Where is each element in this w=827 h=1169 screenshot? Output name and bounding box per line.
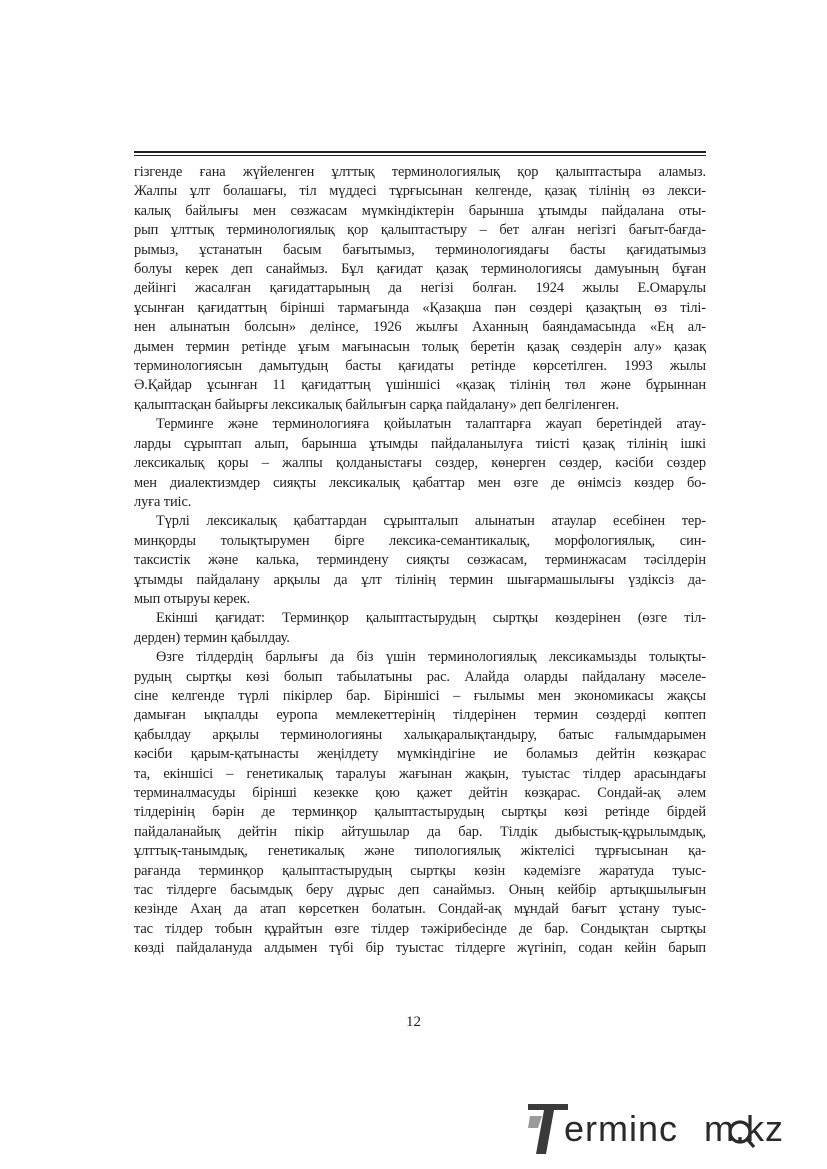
text-line: тілдерінің бәрін де терминқор қалыптастырудың сыртқы көзі ретінде бірдей (134, 804, 706, 821)
text-line: терминологиясын дамытудың басты қағидаты ретінде көрсетілген. 1993 жылы (134, 358, 706, 375)
text-line: көзді пайдалануда алдымен түбі бір туыстас тілдерге жүгініп, содан кейін барып (134, 940, 706, 957)
text-line: тас тілдерге басымдық беру дұрыс деп санаймыз. Оның кейбір артықшылығын (134, 882, 706, 899)
text-line: дамыған ықпалды еуропа мемлекеттерінің тілдерінен термин сөздерді көптеп (134, 707, 706, 724)
text-line: Жалпы ұлт болашағы, тіл мүддесі тұрғысынан келгенде, қазақ тілінің өз лекси- (134, 183, 706, 200)
text-line: Түрлі лексикалық қабаттардан сұрыпталып алынатын атаулар есебінен тер- (156, 513, 706, 530)
text-line: таксистік және калька, терминдену сияқты сөзжасам, терминжасам тәсілдерін (134, 552, 706, 569)
text-line: кезінде Ахаң да атап көрсеткен болатын. Сондай-ақ мұндай бағыт ұстану туыс- (134, 901, 706, 918)
text-line: рымыз, ұстанатын басым бағытымыз, терминологиядағы басты қағидатымыз (134, 241, 706, 258)
text-line: Ә.Қайдар ұсынған 11 қағидаттың үшіншісі «қазақ тілінің төл және бұрыннан (134, 377, 706, 394)
text-line: кәсіби қарым-қатынасты жеңілдету мүмкіндігіне ие боламыз дейтін көзқарас (134, 746, 706, 763)
text-line: Екінші қағидат: Терминқор қалыптастырудың сыртқы көздерінен (өзге тіл- (156, 610, 706, 627)
text-line: ұсынған қағидаттың бірінші тармағында «Қазақша пән сөздері қазақтың өз тілі- (134, 299, 706, 316)
text-line: ұлттық-танымдық, генетикалық және типологиялық жіктелісі тұрғысынан қа- (134, 843, 706, 860)
text-line: ларды сұрыптап алып, барынша ұтымды пайдаланылуға тиісті қазақ тілінің ішкі (134, 435, 706, 452)
text-line: та, екіншісі – генетикалық таралуы жағынан жақын, туыстас тілдер арасындағы (134, 765, 706, 782)
text-line: қалыптасқан байырғы лексикалық байлығын сарқа пайдалану» деп белгіленген. (134, 396, 619, 413)
header-rule-thin (134, 155, 706, 156)
text-line: пайдаланайық дейтін пікір айтушылар да бар. Тілдік дыбыстық-құрылымдық, (134, 823, 706, 840)
text-line: тас тілдер тобын құрайтын өзге тілдер тәжірибесінде де бар. Сондықтан сыртқы (134, 920, 706, 937)
text-line: гізгенде ғана жүйеленген ұлттық терминологиялық қор қалыптастыра аламыз. (134, 164, 706, 180)
text-line: минқорды толықтырумен бірге лексика-семантикалық, морфологиялық, син- (134, 532, 706, 549)
text-line: мып отыруы керек. (134, 590, 250, 607)
text-line: Терминге және терминологияға қойылатын талаптарға жауап беретіндей атау- (156, 416, 706, 433)
text-line: дейінгі жасалған қағидаттарының да негізі болған. 1924 жылы Е.Омарұлы (134, 280, 706, 297)
page-number: 12 (406, 1014, 421, 1030)
text-line: нен алынатын болсын» делінсе, 1926 жылғы Аханның баяндамасында «Ең ал- (134, 319, 706, 336)
logo-wordmark: erminc m.kz (564, 1108, 785, 1149)
text-line: қабылдау арқылы терминологияны халықаралықтандыру, батыс ғалымдарымен (134, 726, 706, 743)
text-line: рып ұлттық терминологиялық қор қалыптастыру – бет алған негізгі бағыт-бағда- (134, 222, 706, 239)
text-line: лексикалық қоры – жалпы қолданыстағы сөздер, көнерген сөздер, кәсіби сөздер (134, 455, 706, 472)
termincom-logo (528, 1094, 818, 1158)
text-line: луға тиіс. (134, 493, 192, 510)
text-line: мен диалектизмдер сияқты лексикалық қабаттар мен өзге де өнімсіз көздер бо- (134, 474, 706, 491)
text-line: терминалмасуды бірінші кезекке қою қажет дейтін көзқарас. Сондай-ақ әлем (134, 785, 706, 801)
text-line: ұтымды пайдалану арқылы да ұлт тілінің термин шығармашылығы үздіксіз да- (134, 571, 706, 588)
text-line: дымен термин ретінде ұғым мағынасын толық беретін қазақ сөздерін алу» қазақ (134, 338, 706, 355)
text-line: калық байлығы мен сөзжасам мүмкіндіктерін барынша ұтымды пайдалана оты- (134, 202, 706, 219)
text-line: сіне келгенде түрлі пікірлер бар. Біріншісі – ғылымы мен экономикасы жақсы (134, 687, 706, 704)
text-line: рағанда терминқор қалыптастырудың сыртқы көзін кәдемізге жаратуда туыс- (134, 862, 706, 879)
text-line: болуы керек деп санаймыз. Бұл қағидат қазақ терминологиясы дамуының бұған (134, 261, 706, 278)
text-line: дерден) термин қабылдау. (134, 629, 290, 646)
header-rule-thick (134, 151, 706, 153)
text-line: рудың сыртқы көзі болып табылатыны рас. Алайда оларды пайдалану мәселе- (134, 668, 706, 685)
body-text (134, 163, 706, 959)
text-line: Өзге тілдердің барлығы да біз үшін терминологиялық лексикамызды толықты- (156, 649, 706, 666)
